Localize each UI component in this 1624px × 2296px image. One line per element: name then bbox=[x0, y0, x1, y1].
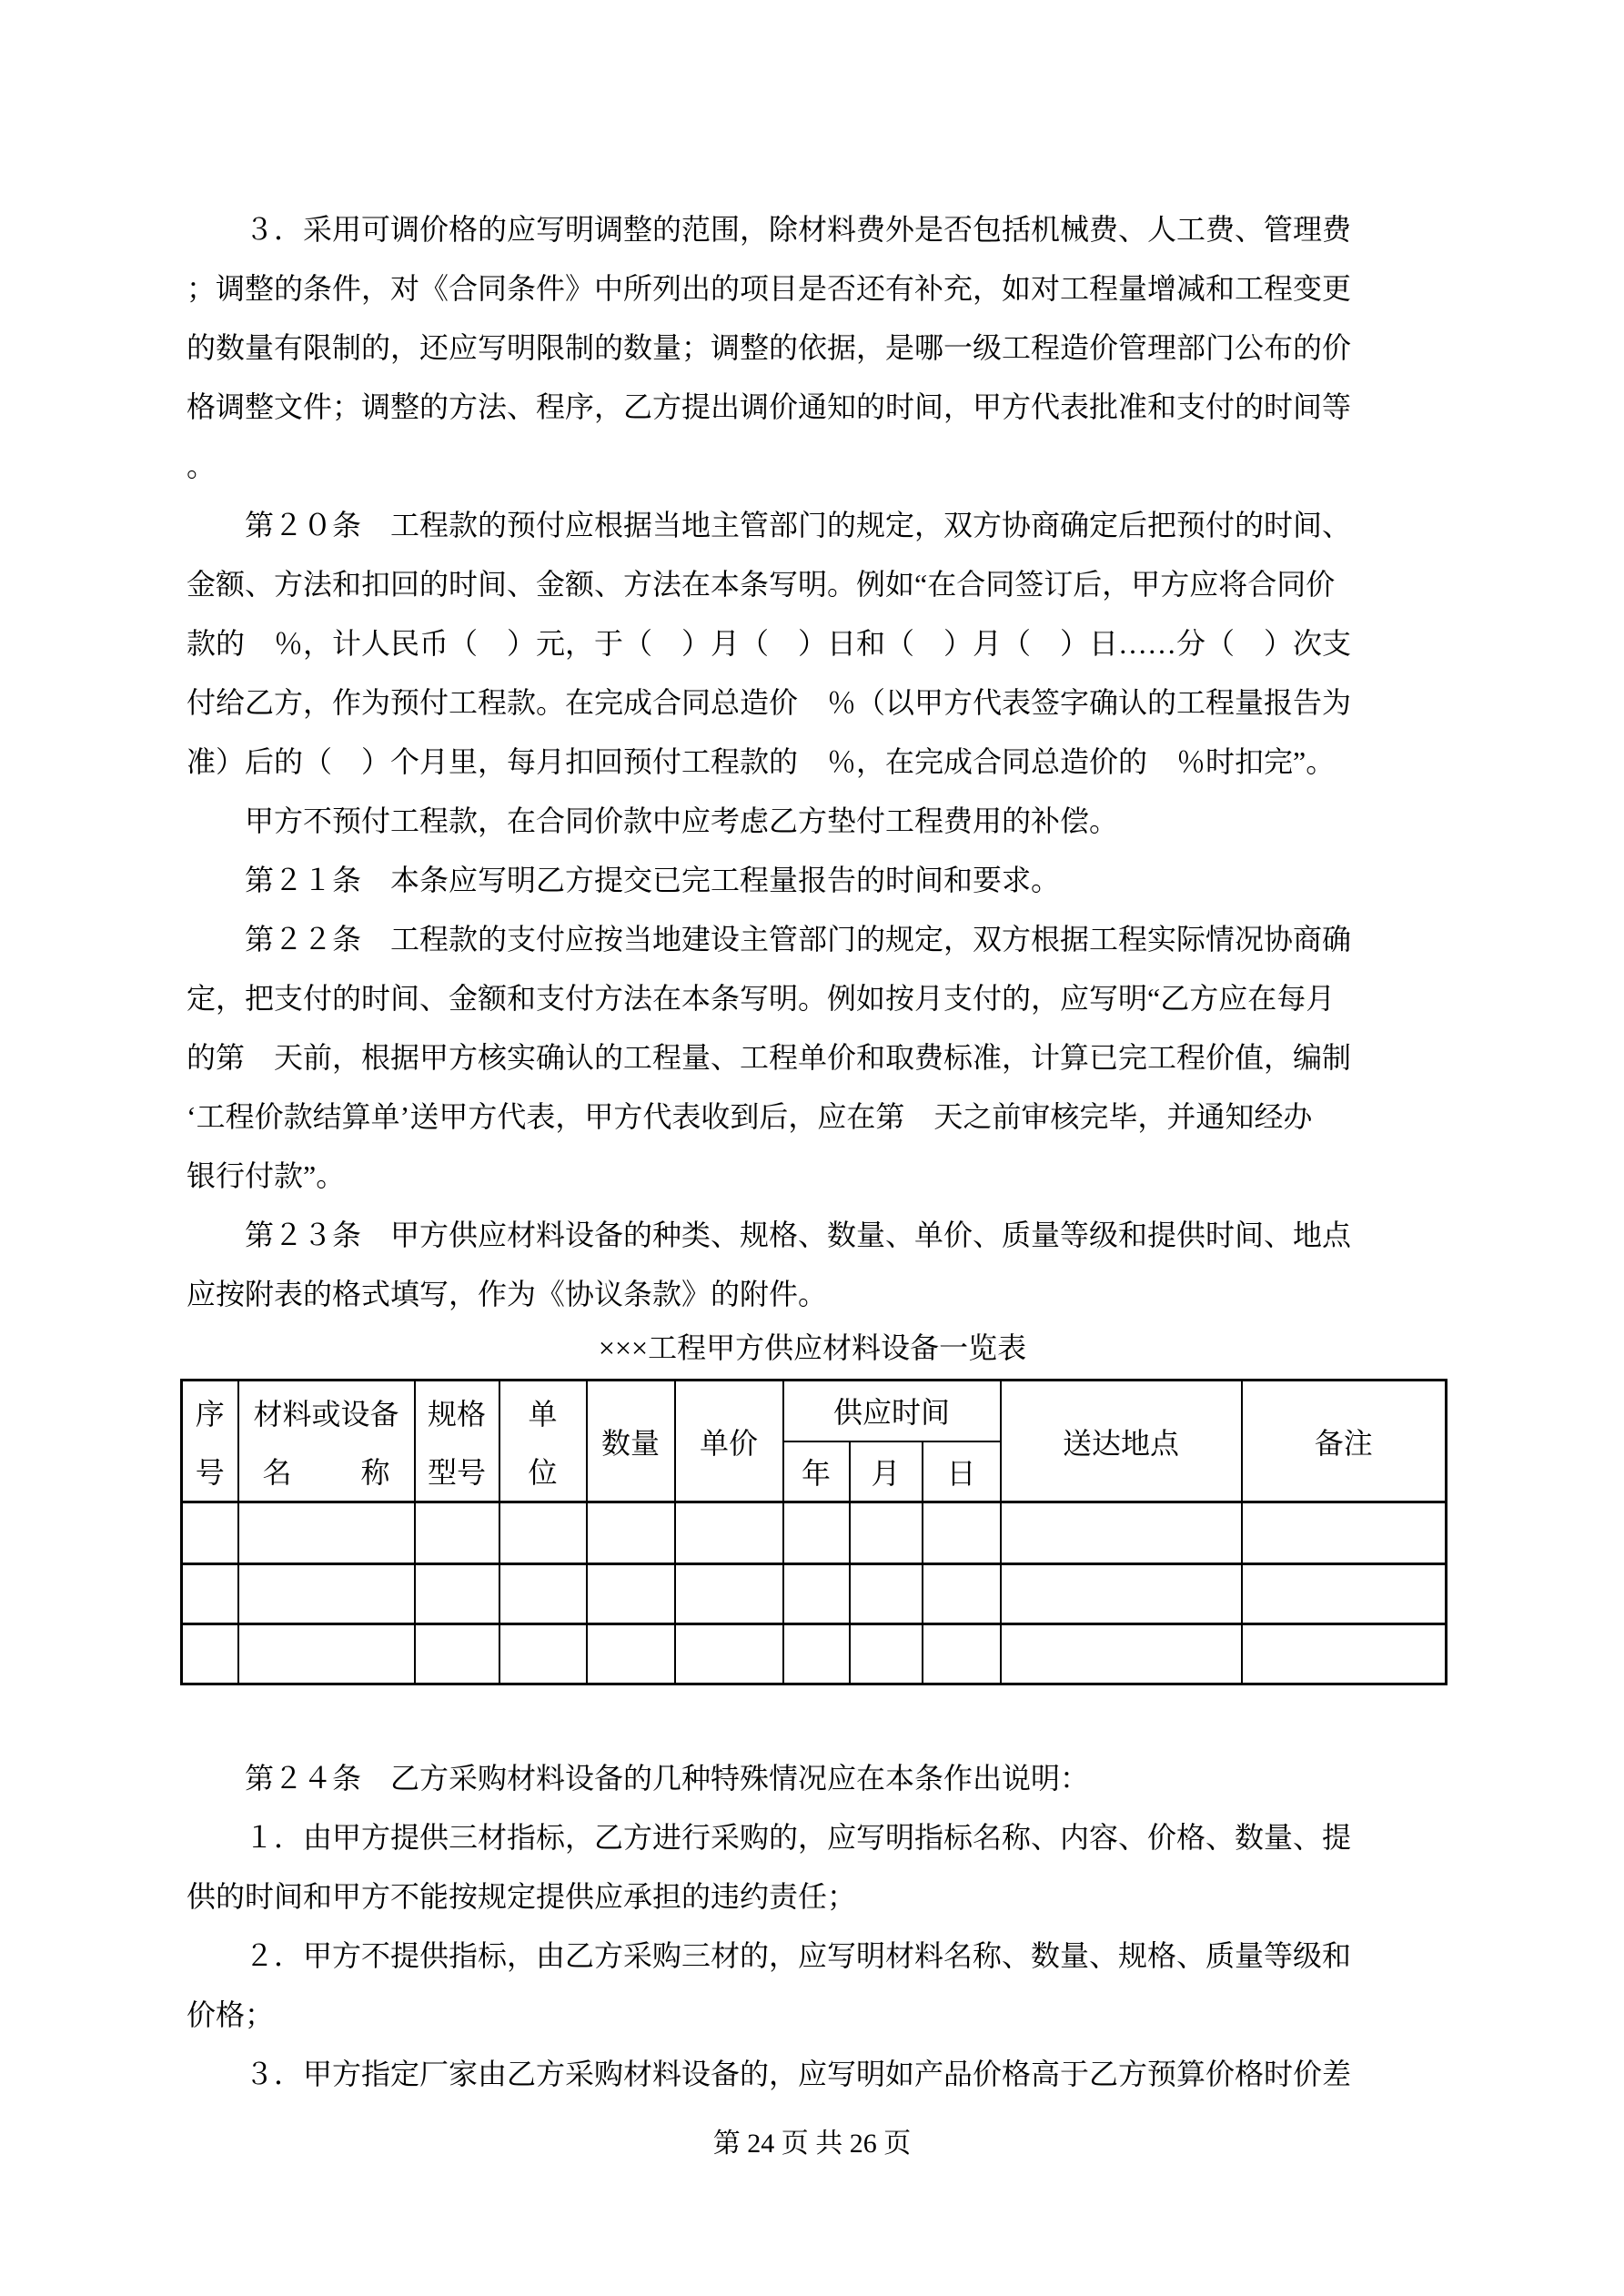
col-header-material bbox=[238, 1381, 415, 1502]
text-line: 第２１条 本条应写明乙方提交已完工程量报告的时间和要求。 bbox=[187, 864, 1061, 896]
table-cell bbox=[499, 1624, 587, 1684]
table-cell bbox=[850, 1624, 923, 1684]
table-cell bbox=[1242, 1502, 1447, 1564]
text-line: 甲方不预付工程款，在合同价款中应考虑乙方垫付工程费用的补偿。 bbox=[187, 804, 1119, 837]
text-line: 第２２条 工程款的支付应按当地建设主管部门的规定，双方根据工程实际情况协商确 bbox=[187, 923, 1352, 956]
text-line: 第２４条 乙方采购材料设备的几种特殊情况应在本条作出说明： bbox=[187, 1762, 1090, 1795]
materials-table bbox=[180, 1379, 1447, 1685]
table-cell bbox=[675, 1564, 783, 1624]
body-text-upper bbox=[187, 200, 1362, 1324]
text-line: 的第 天前，根据甲方核实确认的工程量、工程单价和取费标准，计算已完工程价值，编制 bbox=[187, 1041, 1352, 1074]
col-header-spec-line1: 规格 bbox=[427, 1397, 486, 1431]
table-cell bbox=[415, 1564, 499, 1624]
table-cell bbox=[850, 1564, 923, 1624]
col-header-seq bbox=[182, 1381, 238, 1502]
table-cell bbox=[415, 1502, 499, 1564]
col-header-unit bbox=[499, 1381, 587, 1502]
col-header-delivery-place: 送达地点 bbox=[1001, 1381, 1242, 1502]
col-header-seq-line2: 号 bbox=[195, 1455, 225, 1489]
body-text-lower bbox=[187, 1749, 1362, 2104]
text-line: ２．甲方不提供指标，由乙方采购三材的，应写明材料名称、数量、规格、质量等级和 bbox=[187, 1939, 1352, 1972]
table-cell bbox=[238, 1564, 415, 1624]
text-line: ‘工程价款结算单’送甲方代表，甲方代表收到后，应在第 天之前审核完毕，并通知经办 bbox=[187, 1100, 1313, 1133]
table-cell bbox=[499, 1564, 587, 1624]
col-header-material-name-right: 称 bbox=[360, 1455, 390, 1489]
text-line: 供的时间和甲方不能按规定提供应承担的违约责任； bbox=[187, 1880, 857, 1913]
table-cell bbox=[783, 1502, 850, 1564]
col-header-material-name-left: 名 bbox=[262, 1455, 292, 1489]
table-cell bbox=[182, 1564, 238, 1624]
table-cell bbox=[783, 1564, 850, 1624]
table-cell bbox=[923, 1624, 1001, 1684]
text-line: 定，把支付的时间、金额和支付方法在本条写明。例如按月支付的，应写明“乙方应在每月 bbox=[187, 982, 1336, 1015]
text-line: ３．采用可调价格的应写明调整的范围，除材料费外是否包括机械费、人工费、管理费 bbox=[187, 213, 1352, 246]
table-row bbox=[182, 1564, 1447, 1624]
table-cell bbox=[1242, 1564, 1447, 1624]
text-line: 款的 ％，计人民币（ ）元，于（ ）月（ ）日和（ ）月（ ）日……分（ ）次支 bbox=[187, 627, 1352, 660]
col-header-year: 年 bbox=[783, 1441, 850, 1502]
table-cell bbox=[238, 1624, 415, 1684]
table-cell bbox=[1001, 1564, 1242, 1624]
table-row bbox=[182, 1502, 1447, 1564]
table-cell bbox=[182, 1624, 238, 1684]
col-header-remarks: 备注 bbox=[1242, 1381, 1447, 1502]
table-cell bbox=[850, 1502, 923, 1564]
col-header-spec bbox=[415, 1381, 499, 1502]
text-line: ３．甲方指定厂家由乙方采购材料设备的，应写明如产品价格高于乙方预算价格时价差 bbox=[187, 2058, 1352, 2090]
table-row bbox=[182, 1624, 1447, 1684]
table-cell bbox=[923, 1564, 1001, 1624]
col-header-day: 日 bbox=[923, 1441, 1001, 1502]
table-title: ×××工程甲方供应材料设备一览表 bbox=[598, 1331, 1027, 1364]
col-header-spec-line2: 型号 bbox=[427, 1455, 486, 1489]
col-header-supply-time: 供应时间 bbox=[783, 1381, 1001, 1441]
col-header-quantity: 数量 bbox=[587, 1381, 675, 1502]
col-header-seq-line1: 序 bbox=[195, 1397, 225, 1431]
text-line: 付给乙方，作为预付工程款。在完成合同总造价 ％（以甲方代表签字确认的工程量报告为 bbox=[187, 686, 1352, 719]
col-header-month: 月 bbox=[850, 1441, 923, 1502]
table-cell bbox=[238, 1502, 415, 1564]
col-header-unit-price: 单价 bbox=[675, 1381, 783, 1502]
text-line: 价格； bbox=[187, 1998, 275, 2031]
table-cell bbox=[1001, 1624, 1242, 1684]
text-line: 格调整文件；调整的方法、程序，乙方提出调价通知的时间，甲方代表批准和支付的时间等 bbox=[187, 390, 1352, 423]
table-cell bbox=[587, 1502, 675, 1564]
table-cell bbox=[182, 1502, 238, 1564]
text-line: 银行付款”。 bbox=[187, 1159, 346, 1192]
text-line: 金额、方法和扣回的时间、金额、方法在本条写明。例如“在合同签订后，甲方应将合同价 bbox=[187, 568, 1336, 601]
table-cell bbox=[587, 1564, 675, 1624]
table-cell bbox=[1001, 1502, 1242, 1564]
text-line: 第２０条 工程款的预付应根据当地主管部门的规定，双方协商确定后把预付的时间、 bbox=[187, 509, 1352, 541]
col-header-unit-line2: 位 bbox=[528, 1455, 558, 1489]
text-line: １．由甲方提供三材指标，乙方进行采购的，应写明指标名称、内容、价格、数量、提 bbox=[187, 1821, 1352, 1854]
table-cell bbox=[415, 1624, 499, 1684]
table-cell bbox=[783, 1624, 850, 1684]
table-cell bbox=[499, 1502, 587, 1564]
page-number-footer: 第 24 页 共 26 页 bbox=[712, 2129, 912, 2159]
text-line: 。 bbox=[187, 450, 217, 482]
col-header-material-line1: 材料或设备 bbox=[253, 1397, 399, 1431]
text-line: 第２３条 甲方供应材料设备的种类、规格、数量、单价、质量等级和提供时间、地点 bbox=[187, 1219, 1352, 1251]
table-cell bbox=[923, 1502, 1001, 1564]
table-cell bbox=[1242, 1624, 1447, 1684]
table-cell bbox=[587, 1624, 675, 1684]
table-cell bbox=[675, 1502, 783, 1564]
col-header-unit-line1: 单 bbox=[528, 1397, 558, 1431]
text-line: 准）后的（ ）个月里，每月扣回预付工程款的 ％，在完成合同总造价的 ％时扣完”。 bbox=[187, 745, 1336, 778]
text-line: ；调整的条件，对《合同条件》中所列出的项目是否还有补充，如对工程量增减和工程变更 bbox=[187, 272, 1352, 305]
table-cell bbox=[675, 1624, 783, 1684]
text-line: 应按附表的格式填写，作为《协议条款》的附件。 bbox=[187, 1278, 828, 1310]
text-line: 的数量有限制的，还应写明限制的数量；调整的依据，是哪一级工程造价管理部门公布的价 bbox=[187, 331, 1352, 364]
